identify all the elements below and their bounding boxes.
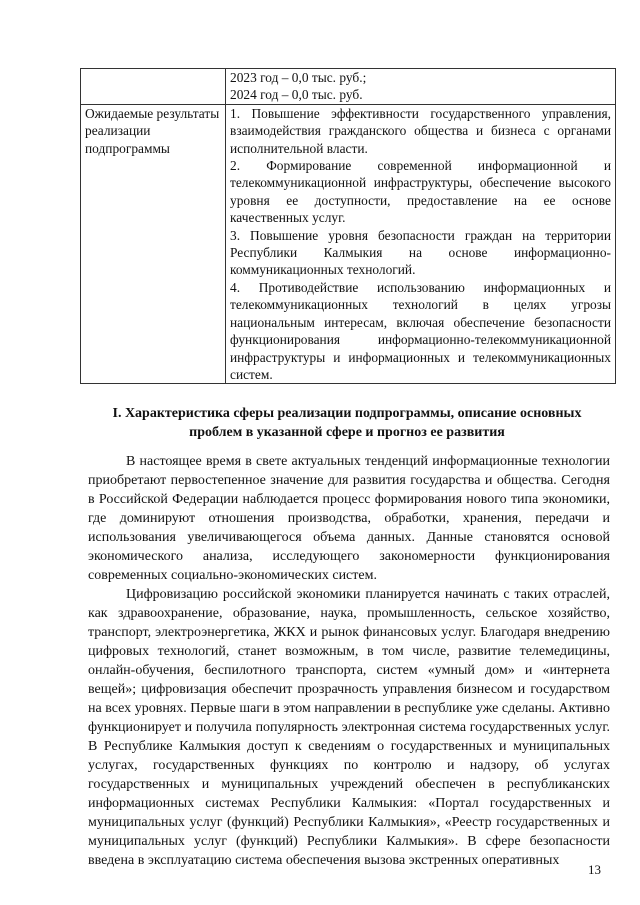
funding-row xyxy=(81,69,616,105)
body-paragraph-1: В настоящее время в свете актуальных тенденций информационные технологии приобретают первостепенное значение для развития государства и общества. Сегодня в Российской Федерации наблюдается процесс формирования нового типа экономики, где доминируют отношения производства, обработки, хранения, передачи и использования увеличивающегося объема данных. Данные становятся основой экономического анализа, исследующего закономерности функционирования современных социально-экономических систем. xyxy=(88,454,610,583)
result-item-1: 1. Повышение эффективности государственного управления, взаимодействия гражданского общества и бизнеса с органами исполнительной власти. xyxy=(230,105,611,156)
results-label: Ожидаемые результаты реализации подпрограммы xyxy=(81,104,226,384)
funding-label-cell xyxy=(81,69,226,105)
page-number: 13 xyxy=(588,862,601,877)
result-item-3: 3. Повышение уровня безопасности граждан на территории Республики Калмыкия на основе информационно-коммуникационных технологий. xyxy=(230,227,611,278)
result-item-4: 4. Противодействие использованию информационных и телекоммуникационных технологий в целях угрозы национальным интересам, включая обеспечение безопасности функционирования информационно-телекоммуникационной инфраструктуры и информационных и телекоммуникационных систем. xyxy=(230,279,611,382)
funding-value-cell xyxy=(226,69,616,105)
subprogram-passport-table xyxy=(80,68,616,384)
section-heading: I. Характеристика сферы реализации подпрограммы, описание основных проблем в указанной сфере и прогноз ее развития xyxy=(112,406,582,440)
results-value-cell xyxy=(226,104,616,384)
funding-line-2024: 2024 год – 0,0 тыс. руб. xyxy=(230,87,363,103)
result-item-2: 2. Формирование современной информационной и телекоммуникационной инфраструктуры, обеспечение высокого уровня ее доступности, предоставление на ее основе качественных услуг. xyxy=(230,158,611,226)
results-row xyxy=(81,104,616,384)
funding-line-2023: 2023 год – 0,0 тыс. руб.; xyxy=(230,70,367,85)
body-paragraph-2: Цифровизацию российской экономики планируется начинать с таких отраслей, как здравоохранение, образование, наука, промышленность, сельское хозяйство, транспорт, электроэнергетика, ЖКХ и рынок финансовых услуг. Благодаря внедрению цифровых технологий, станет возможным, в том числе, развитие телемедицины, онлайн-обучения, беспилотного транспорта, систем «умный дом» и «интернета вещей»; цифровизация обеспечит прозрачность управления бизнесом и государством на всех уровнях. Первые шаги в этом направлении в республике уже сделаны. Активно функционирует и получила популярность электронная система государственных услуг. В Республике Калмыкия доступ к сведениям о государственных и муниципальных услугах, государственных функциях по контролю и надзору, об услугах государственных и муниципальных учреждений обеспечен в республиканских информационных системах Республики Калмыкия: «Портал государственных и муниципальных услуг (функций) Республики Калмыкия», «Реестр государственных и муниципальных услуг (функций) Республики Калмыкия». В сфере безопасности введена в эксплуатацию система обеспечения вызова экстренных оперативных xyxy=(88,587,610,868)
section-body xyxy=(88,452,610,870)
